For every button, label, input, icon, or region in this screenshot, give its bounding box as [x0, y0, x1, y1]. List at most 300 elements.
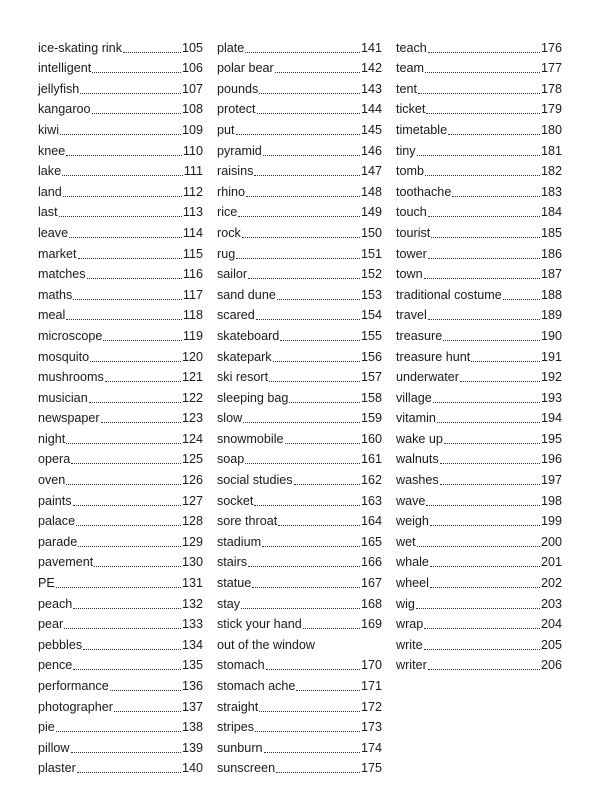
- index-entry: [217, 570, 382, 591]
- entry-page-number: 117: [182, 287, 203, 302]
- index-entry: [396, 632, 562, 653]
- dot-leader: [471, 361, 540, 362]
- entry-term: wake up: [396, 431, 443, 446]
- dot-leader: [428, 216, 540, 217]
- entry-page-number: 131: [181, 576, 203, 591]
- index-entry: [217, 550, 382, 571]
- index-entry: [217, 591, 382, 612]
- index-entry: [38, 35, 203, 56]
- entry-page-number: 198: [540, 493, 562, 508]
- index-entry: [217, 241, 382, 262]
- entry-term: performance: [38, 679, 109, 693]
- dot-leader: [440, 484, 540, 485]
- entry-page-number: 167: [360, 576, 382, 591]
- dot-leader: [123, 52, 181, 53]
- dot-leader: [266, 669, 360, 670]
- entry-term: last: [38, 205, 58, 220]
- entry-page-number: 170: [360, 658, 382, 673]
- dot-leader: [101, 422, 181, 423]
- entry-term: put: [217, 122, 235, 137]
- entry-term: sunscreen: [217, 761, 276, 776]
- entry-page-number: 134: [181, 637, 203, 652]
- entry-term: stomach: [217, 658, 265, 673]
- entry-term: stairs: [217, 555, 248, 570]
- index-entry: [217, 117, 382, 138]
- entry-page-number: 152: [360, 267, 382, 282]
- index-entry: [217, 35, 382, 56]
- entry-page-number: 114: [182, 225, 203, 240]
- index-entry: [396, 406, 562, 427]
- dot-leader: [303, 628, 360, 629]
- entry-page-number: 122: [181, 390, 203, 405]
- entry-term: treasure: [396, 328, 443, 343]
- dot-leader: [114, 711, 181, 712]
- dot-leader: [424, 628, 540, 629]
- entry-page-number: 118: [182, 308, 203, 323]
- index-entry: [38, 632, 203, 653]
- index-entry: [396, 262, 562, 283]
- entry-page-number: 139: [181, 740, 203, 755]
- entry-term: team: [396, 61, 424, 76]
- dot-leader: [243, 422, 360, 423]
- index-entry: [38, 529, 203, 550]
- index-entry: [396, 220, 562, 241]
- entry-page-number: 171: [360, 679, 382, 693]
- entry-page-number: 132: [181, 596, 203, 611]
- index-entry: [38, 694, 203, 715]
- entry-page-number: 165: [360, 534, 382, 549]
- entry-term: kangaroo: [38, 102, 91, 117]
- entry-page-number: 111: [183, 164, 203, 179]
- entry-term: oven: [38, 473, 66, 488]
- index-entry: [396, 35, 562, 56]
- index-entry: [396, 200, 562, 221]
- dot-leader: [77, 772, 181, 773]
- entry-term: weigh: [396, 514, 429, 529]
- entry-term: meal: [38, 308, 66, 323]
- entry-term: vitamin: [396, 411, 436, 426]
- index-entry: [396, 653, 562, 674]
- entry-term: pebbles: [38, 637, 83, 652]
- entry-term: teach: [396, 40, 427, 55]
- index-entry: [396, 509, 562, 530]
- index-entry: [396, 447, 562, 468]
- entry-term: village: [396, 390, 432, 405]
- dot-leader: [90, 361, 181, 362]
- entry-page-number: 108: [181, 102, 203, 117]
- entry-page-number: 176: [540, 40, 562, 55]
- index-entry: [217, 344, 382, 365]
- entry-page-number: 137: [181, 699, 203, 714]
- entry-page-number: 187: [540, 267, 562, 282]
- dot-leader: [277, 299, 360, 300]
- index-entry: [217, 406, 382, 427]
- dot-leader: [94, 566, 181, 567]
- entry-page-number: 140: [181, 761, 203, 776]
- entry-page-number: 185: [540, 225, 562, 240]
- index-entry: [38, 323, 203, 344]
- entry-term: peach: [38, 596, 73, 611]
- dot-leader: [63, 196, 182, 197]
- index-entry: [217, 632, 382, 653]
- index-entry: [396, 97, 562, 118]
- entry-term: stripes: [217, 720, 255, 735]
- index-entry: [217, 138, 382, 159]
- entry-page-number: 145: [360, 122, 382, 137]
- entry-page-number: 129: [181, 534, 203, 549]
- dot-leader: [424, 278, 540, 279]
- entry-term: parade: [38, 534, 78, 549]
- entry-page-number: 162: [360, 473, 382, 488]
- entry-page-number: 179: [540, 102, 562, 117]
- entry-term: ski resort: [217, 370, 269, 385]
- entry-page-number: 190: [540, 328, 562, 343]
- entry-term: writer: [396, 658, 427, 673]
- entry-page-number: 133: [181, 617, 203, 632]
- entry-page-number: 158: [360, 390, 382, 405]
- entry-page-number: 163: [360, 493, 382, 508]
- index-entry: [38, 550, 203, 571]
- entry-page-number: 120: [181, 349, 203, 364]
- entry-page-number: 136: [181, 679, 203, 693]
- index-entry: [396, 344, 562, 365]
- entry-term: paints: [38, 493, 72, 508]
- dot-leader: [78, 258, 182, 259]
- index-entry: [38, 303, 203, 324]
- entry-term: rug: [217, 246, 236, 261]
- dot-leader: [257, 113, 360, 114]
- index-entry: [217, 715, 382, 736]
- index-entry: [217, 509, 382, 530]
- entry-term: wave: [396, 493, 426, 508]
- index-entry: [396, 303, 562, 324]
- index-entry: [217, 694, 382, 715]
- entry-term: pence: [38, 658, 73, 673]
- entry-term: night: [38, 431, 66, 446]
- dot-leader: [285, 443, 360, 444]
- entry-term: pounds: [217, 81, 259, 96]
- entry-page-number: 116: [182, 267, 203, 282]
- dot-leader: [59, 216, 182, 217]
- entry-term: ice-skating rink: [38, 40, 122, 55]
- entry-term: wheel: [396, 576, 429, 591]
- entry-page-number: 154: [360, 308, 382, 323]
- index-entry: [38, 467, 203, 488]
- dot-leader: [66, 319, 182, 320]
- entry-page-number: 150: [360, 225, 382, 240]
- dot-leader: [254, 175, 360, 176]
- entry-term: polar bear: [217, 61, 274, 76]
- entry-term: tourist: [396, 225, 431, 240]
- index-entry: [38, 653, 203, 674]
- dot-leader: [83, 649, 181, 650]
- dot-leader: [264, 752, 360, 753]
- entry-term: PE: [38, 576, 55, 591]
- entry-page-number: 184: [540, 205, 562, 220]
- dot-leader: [259, 93, 360, 94]
- entry-page-number: 147: [360, 164, 382, 179]
- entry-term: pillow: [38, 740, 70, 755]
- dot-leader: [103, 340, 182, 341]
- dot-leader: [236, 134, 360, 135]
- index-entry: [396, 365, 562, 386]
- entry-term: plaster: [38, 761, 76, 776]
- dot-leader: [425, 175, 540, 176]
- index-entry: [396, 138, 562, 159]
- entry-term: ticket: [396, 102, 426, 117]
- index-entry: [217, 385, 382, 406]
- index-column-3: [396, 35, 562, 673]
- dot-leader: [71, 752, 181, 753]
- index-entry: [38, 200, 203, 221]
- dot-leader: [60, 134, 181, 135]
- index-entry: [396, 426, 562, 447]
- entry-term: skateboard: [217, 328, 280, 343]
- entry-page-number: 155: [360, 328, 382, 343]
- entry-page-number: 127: [181, 493, 203, 508]
- dot-leader: [245, 52, 360, 53]
- dot-leader: [444, 443, 540, 444]
- index-entry: [38, 612, 203, 633]
- entry-page-number: 192: [540, 370, 562, 385]
- index-entry: [38, 97, 203, 118]
- entry-page-number: 194: [540, 411, 562, 426]
- dot-leader: [262, 546, 360, 547]
- index-entry: [38, 591, 203, 612]
- entry-page-number: 172: [360, 699, 382, 714]
- index-entry: [38, 262, 203, 283]
- entry-page-number: 197: [540, 473, 562, 488]
- dot-leader: [417, 155, 540, 156]
- entry-page-number: 189: [540, 308, 562, 323]
- dot-leader: [256, 319, 360, 320]
- index-entry: [38, 715, 203, 736]
- dot-leader: [460, 381, 540, 382]
- entry-term: social studies: [217, 473, 293, 488]
- dot-leader: [89, 402, 181, 403]
- entry-term: tomb: [396, 164, 424, 179]
- dot-leader: [416, 608, 540, 609]
- index-entry: [217, 673, 382, 694]
- dot-leader: [238, 216, 360, 217]
- dot-leader: [278, 525, 360, 526]
- entry-term: toothache: [396, 184, 452, 199]
- dot-leader: [428, 669, 540, 670]
- entry-term: rice: [217, 205, 238, 220]
- index-entry: [217, 612, 382, 633]
- entry-term: leave: [38, 225, 69, 240]
- dot-leader: [73, 669, 181, 670]
- entry-term: jellyfish: [38, 81, 80, 96]
- dot-leader: [255, 731, 360, 732]
- entry-term: tower: [396, 246, 427, 261]
- entry-page-number: 166: [360, 555, 382, 570]
- dot-leader: [248, 566, 360, 567]
- entry-page-number: 130: [181, 555, 203, 570]
- index-entry: [38, 756, 203, 777]
- entry-term: photographer: [38, 699, 113, 714]
- dot-leader: [66, 155, 182, 156]
- entry-term: sleeping bag: [217, 390, 289, 405]
- dot-leader: [56, 731, 181, 732]
- entry-page-number: 161: [360, 452, 382, 467]
- entry-page-number: 107: [181, 81, 203, 96]
- dot-leader: [92, 113, 181, 114]
- dot-leader: [248, 278, 360, 279]
- index-entry: [38, 673, 203, 694]
- entry-page-number: 191: [540, 349, 562, 364]
- dot-leader: [428, 52, 540, 53]
- entry-page-number: 106: [181, 61, 203, 76]
- entry-term: touch: [396, 205, 427, 220]
- entry-term: opera: [38, 452, 71, 467]
- entry-page-number: 119: [182, 328, 203, 343]
- entry-term: stomach ache: [217, 679, 296, 693]
- entry-term: wig: [396, 596, 415, 611]
- index-entry: [396, 591, 562, 612]
- index-entry: [217, 426, 382, 447]
- dot-leader: [66, 443, 181, 444]
- index-entry: [217, 76, 382, 97]
- index-entry: [217, 323, 382, 344]
- entry-page-number: 202: [540, 576, 562, 591]
- index-entry: [38, 426, 203, 447]
- dot-leader: [269, 381, 360, 382]
- dot-leader: [92, 72, 181, 73]
- entry-term: tiny: [396, 143, 416, 158]
- dot-leader: [71, 463, 181, 464]
- index-entry: [38, 138, 203, 159]
- entry-term: pyramid: [217, 143, 262, 158]
- entry-page-number: 160: [360, 431, 382, 446]
- index-column-1: [38, 35, 203, 776]
- entry-term: mosquito: [38, 349, 90, 364]
- dot-leader: [296, 690, 360, 691]
- entry-page-number: 128: [181, 514, 203, 529]
- index-entry: [396, 241, 562, 262]
- entry-page-number: 144: [360, 102, 382, 117]
- index-entry: [38, 385, 203, 406]
- entry-term: rock: [217, 225, 241, 240]
- index-entry: [217, 220, 382, 241]
- index-entry: [217, 653, 382, 674]
- entry-page-number: 168: [360, 596, 382, 611]
- entry-page-number: 206: [540, 658, 562, 673]
- dot-leader: [245, 463, 360, 464]
- index-entry: [38, 241, 203, 262]
- entry-term: lake: [38, 164, 62, 179]
- entry-page-number: 188: [540, 287, 562, 302]
- entry-page-number: 159: [360, 411, 382, 426]
- dot-leader: [418, 93, 540, 94]
- index-entry: [217, 179, 382, 200]
- entry-term: stadium: [217, 534, 262, 549]
- entry-page-number: 183: [540, 184, 562, 199]
- dot-leader: [62, 175, 183, 176]
- entry-term: musician: [38, 390, 88, 405]
- entry-term: tent: [396, 81, 418, 96]
- entry-page-number: 195: [540, 431, 562, 446]
- index-entry: [217, 262, 382, 283]
- entry-term: pie: [38, 720, 55, 735]
- dot-leader: [280, 340, 360, 341]
- entry-term: snowmobile: [217, 431, 284, 446]
- entry-term: plate: [217, 40, 245, 55]
- entry-term: maths: [38, 287, 73, 302]
- entry-page-number: 196: [540, 452, 562, 467]
- dot-leader: [294, 484, 360, 485]
- index-entry: [396, 467, 562, 488]
- index-entry: [396, 117, 562, 138]
- entry-page-number: 200: [540, 534, 562, 549]
- dot-leader: [452, 196, 540, 197]
- entry-page-number: 109: [181, 122, 203, 137]
- dot-leader: [64, 628, 181, 629]
- dot-leader: [241, 608, 360, 609]
- entry-term: sand dune: [217, 287, 276, 302]
- dot-leader: [276, 772, 360, 773]
- entry-page-number: 141: [360, 40, 382, 55]
- entry-term: wrap: [396, 617, 424, 632]
- entry-page-number: 115: [182, 246, 203, 261]
- dot-leader: [242, 237, 360, 238]
- entry-term: microscope: [38, 328, 103, 343]
- dot-leader: [246, 196, 360, 197]
- index-entry: [38, 56, 203, 77]
- entry-page-number: 153: [360, 287, 382, 302]
- dot-leader: [73, 608, 181, 609]
- entry-page-number: 204: [540, 617, 562, 632]
- index-entry: [396, 282, 562, 303]
- entry-term: out of the window: [217, 637, 316, 652]
- entry-term: raisins: [217, 164, 254, 179]
- entry-page-number: 135: [181, 658, 203, 673]
- dot-leader: [426, 505, 540, 506]
- dot-leader: [273, 361, 360, 362]
- dot-leader: [426, 113, 540, 114]
- index-entry: [38, 365, 203, 386]
- index-entry: [396, 385, 562, 406]
- entry-page-number: 123: [181, 411, 203, 426]
- dot-leader: [73, 299, 182, 300]
- entry-term: soap: [217, 452, 245, 467]
- index-entry: [38, 509, 203, 530]
- entry-term: mushrooms: [38, 370, 104, 385]
- entry-term: knee: [38, 143, 66, 158]
- dot-leader: [433, 402, 540, 403]
- entry-term: kiwi: [38, 122, 59, 137]
- entry-term: protect: [217, 102, 256, 117]
- dot-leader: [105, 381, 181, 382]
- entry-page-number: 193: [540, 390, 562, 405]
- index-entry: [217, 756, 382, 777]
- dot-leader: [78, 546, 181, 547]
- entry-term: matches: [38, 267, 86, 282]
- dot-leader: [69, 237, 182, 238]
- entry-term: timetable: [396, 122, 448, 137]
- dot-leader: [289, 402, 360, 403]
- entry-term: treasure hunt: [396, 349, 471, 364]
- entry-term: palace: [38, 514, 76, 529]
- dot-leader: [263, 155, 360, 156]
- entry-term: wet: [396, 534, 416, 549]
- entry-page-number: 181: [540, 143, 562, 158]
- entry-term: land: [38, 184, 62, 199]
- dot-leader: [503, 299, 540, 300]
- entry-term: slow: [217, 411, 243, 426]
- index-entry: [38, 488, 203, 509]
- index-entry: [217, 467, 382, 488]
